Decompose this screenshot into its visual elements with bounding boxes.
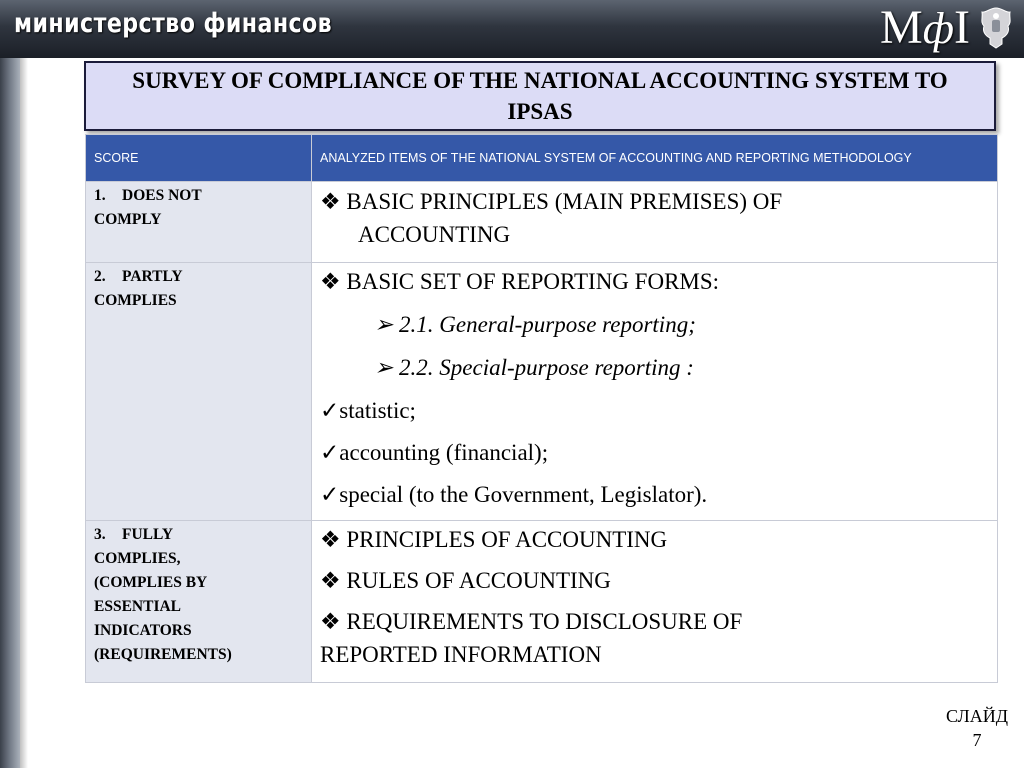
score-cell: [86, 521, 312, 683]
score-number: 2.: [94, 268, 106, 285]
items-cell: [312, 263, 998, 521]
left-bar-shadow: [20, 58, 28, 768]
score-line: 3. FULLY: [94, 523, 303, 547]
coat-of-arms-icon: [976, 4, 1016, 52]
score-line: 2. PARTLY: [94, 265, 303, 289]
bullet-item: ❖ RULES OF ACCOUNTING: [320, 568, 611, 593]
table-row: [86, 263, 998, 521]
score-cell: [86, 182, 312, 263]
score-line: ESSENTIAL: [94, 598, 182, 615]
table-row: [86, 521, 998, 683]
score-line: INDICATORS: [94, 622, 192, 639]
logo-letter-end: I: [953, 1, 970, 54]
slide-title: SURVEY OF COMPLIANCE OF THE NATIONAL ACCOUNTING SYSTEM TO IPSAS: [132, 68, 948, 124]
slide-number: [930, 704, 1024, 752]
header-score: SCORE: [86, 135, 312, 182]
compliance-table: [85, 134, 998, 683]
ministry-logo: [880, 2, 970, 54]
check-item: ✓special (to the Government, Legislator).: [320, 482, 708, 507]
table-header-row: [86, 135, 998, 182]
check-item: ✓statistic;: [320, 398, 416, 423]
sub-item: ➢ 2.1. General-purpose reporting;: [374, 312, 696, 337]
score-line: 1. DOES NOT: [94, 184, 303, 208]
bullet-item: ❖ REQUIREMENTS TO DISCLOSURE OF: [320, 609, 743, 634]
slide-number-value: 7: [972, 730, 982, 750]
logo-letter-f: ф: [922, 4, 954, 53]
check-item: ✓accounting (financial);: [320, 440, 549, 465]
bullet-item-continuation: REPORTED INFORMATION: [320, 642, 602, 667]
bullet-item: ❖ BASIC SET OF REPORTING FORMS:: [320, 269, 720, 294]
logo-letter-m: М: [880, 1, 923, 54]
score-line: (REQUIREMENTS): [94, 646, 232, 663]
header-banner: [0, 0, 1024, 58]
items-cell: [312, 182, 998, 263]
left-decorative-bar: [0, 58, 20, 768]
score-line: COMPLY: [94, 211, 162, 228]
header-analyzed-items: ANALYZED ITEMS OF THE NATIONAL SYSTEM OF ACCOUNTING AND REPORTING METHODOLOGY: [312, 135, 998, 182]
score-line: (COMPLIES BY: [94, 574, 208, 591]
score-number: 1.: [94, 187, 106, 204]
ministry-name: министерство финансов: [14, 8, 333, 39]
items-cell: [312, 521, 998, 683]
slide-label: СЛАЙД: [945, 706, 1009, 726]
bullet-item-continuation: ACCOUNTING: [358, 222, 511, 247]
sub-item: ➢ 2.2. Special-purpose reporting :: [374, 355, 694, 380]
score-line: COMPLIES: [94, 292, 177, 309]
bullet-item: ❖ PRINCIPLES OF ACCOUNTING: [320, 527, 668, 552]
score-cell: [86, 263, 312, 521]
slide-title-box: [84, 61, 996, 131]
score-number: 3.: [94, 526, 106, 543]
table-row: [86, 182, 998, 263]
score-line: COMPLIES,: [94, 550, 181, 567]
bullet-item: ❖ BASIC PRINCIPLES (MAIN PREMISES) OF: [320, 189, 783, 214]
